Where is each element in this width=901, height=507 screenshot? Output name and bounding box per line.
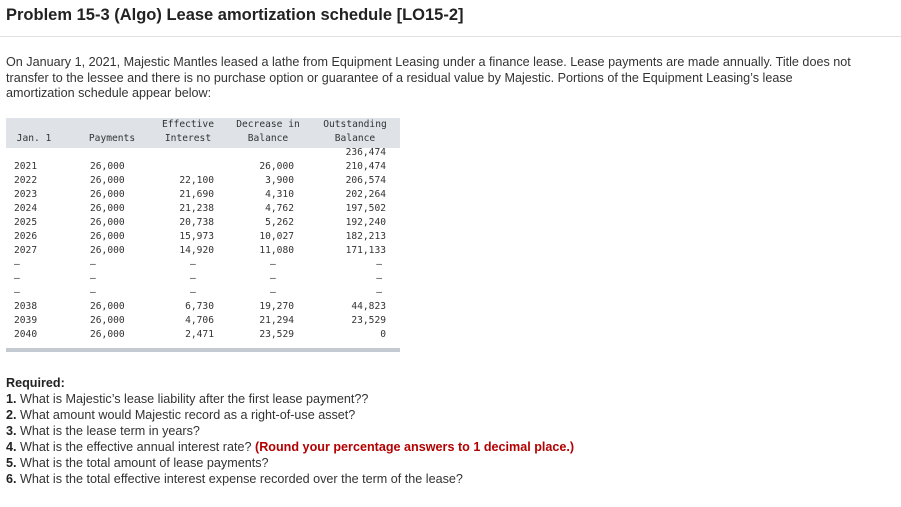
question-item	[6, 407, 886, 423]
schedule-row-balance: 197,502	[345, 203, 386, 214]
question-number: 3.	[6, 424, 17, 438]
question-text: What is the total effective interest expense recorded over the term of the lease?	[20, 472, 463, 486]
schedule-row-payment: 26,000	[90, 245, 125, 256]
question-number: 2.	[6, 408, 17, 422]
schedule-row-interest: 6,730	[185, 301, 214, 312]
schedule-row-year: 2023	[14, 189, 38, 200]
col-header-outstanding-line2: Balance	[334, 133, 376, 144]
question-text: What is Majestic’s lease liability after the first lease payment??	[20, 392, 369, 406]
schedule-row-payment: 26,000	[90, 329, 125, 340]
schedule-row-balance: 44,823	[351, 301, 386, 312]
question-number: 4.	[6, 440, 17, 454]
question-text: What is the effective annual interest rate?	[20, 440, 252, 454]
question-list	[6, 391, 886, 487]
col-header-decrease-line2: Balance	[247, 133, 289, 144]
schedule-row-interest: 14,920	[179, 245, 214, 256]
schedule-ellipsis-row-payment: –	[90, 259, 96, 270]
question-text: What amount would Majestic record as a right-of-use asset?	[20, 408, 356, 422]
schedule-row-year: 2022	[14, 175, 38, 186]
schedule-row-interest: 22,100	[179, 175, 214, 186]
question-item	[6, 423, 886, 439]
schedule-ellipsis-row-interest: –	[190, 259, 196, 270]
question-number: 6.	[6, 472, 17, 486]
rounding-instruction: (Round your percentage answers to 1 decimal place.)	[255, 440, 575, 454]
schedule-row-decrease: 19,270	[259, 301, 294, 312]
schedule-ellipsis-row-year: –	[14, 287, 20, 298]
schedule-row-payment: 26,000	[90, 161, 125, 172]
schedule-row-balance: 182,213	[345, 231, 386, 242]
schedule-row-balance: 192,240	[345, 217, 386, 228]
schedule-row-interest: 21,238	[179, 203, 214, 214]
schedule-row-decrease: 26,000	[259, 161, 294, 172]
schedule-row-decrease: 4,310	[265, 189, 294, 200]
schedule-row-interest: 15,973	[179, 231, 214, 242]
schedule-row-year: 2024	[14, 203, 38, 214]
col-header-decrease-line1: Decrease in	[236, 119, 300, 130]
schedule-row-year: 2027	[14, 245, 38, 256]
schedule-row-interest: 21,690	[179, 189, 214, 200]
question-item	[6, 391, 886, 407]
schedule-row-payment: 26,000	[90, 203, 125, 214]
schedule-row-year: 2038	[14, 301, 38, 312]
schedule-ellipsis-row-payment: –	[90, 273, 96, 284]
schedule-row-year: 2040	[14, 329, 38, 340]
schedule-row-decrease: 10,027	[259, 231, 294, 242]
question-text: What is the lease term in years?	[20, 424, 200, 438]
col-header-payments: Payments	[88, 133, 136, 144]
schedule-ellipsis-row-balance: –	[376, 287, 382, 298]
schedule-ellipsis-row-payment: –	[90, 287, 96, 298]
schedule-row-year: 2021	[14, 161, 38, 172]
required-label: Required:	[6, 376, 65, 390]
schedule-row-balance: 0	[380, 329, 386, 340]
schedule-row-payment: 26,000	[90, 231, 125, 242]
schedule-row-interest: 20,738	[179, 217, 214, 228]
schedule-row-payment: 26,000	[90, 315, 125, 326]
col-header-date: Jan. 1	[16, 133, 52, 144]
schedule-row-payment: 26,000	[90, 189, 125, 200]
question-text: What is the total amount of lease payments?	[20, 456, 269, 470]
schedule-row-decrease: 3,900	[265, 175, 294, 186]
col-header-outstanding-line1: Outstanding	[323, 119, 387, 130]
col-header-interest-line1: Effective	[162, 119, 214, 130]
schedule-ellipsis-row-decrease: –	[270, 273, 276, 284]
schedule-ellipsis-row-year: –	[14, 273, 20, 284]
schedule-row-balance: 210,474	[345, 161, 386, 172]
col-header-interest-line2: Interest	[164, 133, 212, 144]
question-item	[6, 439, 886, 455]
schedule-row-balance: 206,574	[345, 175, 386, 186]
schedule-row-balance: 202,264	[345, 189, 386, 200]
schedule-row-interest: 4,706	[185, 315, 214, 326]
title-divider	[0, 36, 901, 37]
schedule-row-year: 2026	[14, 231, 38, 242]
question-item	[6, 455, 886, 471]
schedule-row-decrease: 21,294	[259, 315, 294, 326]
opening-balance: 236,474	[345, 147, 386, 158]
schedule-row-balance: 23,529	[351, 315, 386, 326]
schedule-row-year: 2025	[14, 217, 38, 228]
schedule-bottom-rule	[6, 348, 400, 352]
schedule-ellipsis-row-year: –	[14, 259, 20, 270]
question-item	[6, 471, 886, 487]
schedule-row-payment: 26,000	[90, 301, 125, 312]
question-number: 1.	[6, 392, 17, 406]
problem-title: Problem 15-3 (Algo) Lease amortization schedule [LO15-2]	[6, 6, 464, 24]
intro-paragraph: On January 1, 2021, Majestic Mantles leased a lathe from Equipment Leasing under a finance lease. Lease payments are made annually. Title does not transfer to the lessee and there is no purchase option or guarantee of a residual value by Majestic. Portions of the Equipment Leasing’s lease amortization schedule appear below:	[6, 55, 851, 100]
schedule-ellipsis-row-balance: –	[376, 273, 382, 284]
question-number: 5.	[6, 456, 17, 470]
schedule-ellipsis-row-decrease: –	[270, 287, 276, 298]
schedule-row-decrease: 11,080	[259, 245, 294, 256]
schedule-row-decrease: 23,529	[259, 329, 294, 340]
schedule-ellipsis-row-interest: –	[190, 273, 196, 284]
schedule-row-decrease: 5,262	[265, 217, 294, 228]
schedule-row-balance: 171,133	[345, 245, 386, 256]
schedule-row-year: 2039	[14, 315, 38, 326]
schedule-row-decrease: 4,762	[265, 203, 294, 214]
schedule-ellipsis-row-interest: –	[190, 287, 196, 298]
schedule-ellipsis-row-decrease: –	[270, 259, 276, 270]
schedule-row-payment: 26,000	[90, 217, 125, 228]
schedule-row-interest: 2,471	[185, 329, 214, 340]
schedule-ellipsis-row-balance: –	[376, 259, 382, 270]
schedule-row-payment: 26,000	[90, 175, 125, 186]
lease-amortization-schedule	[6, 118, 400, 352]
required-section	[6, 375, 886, 487]
